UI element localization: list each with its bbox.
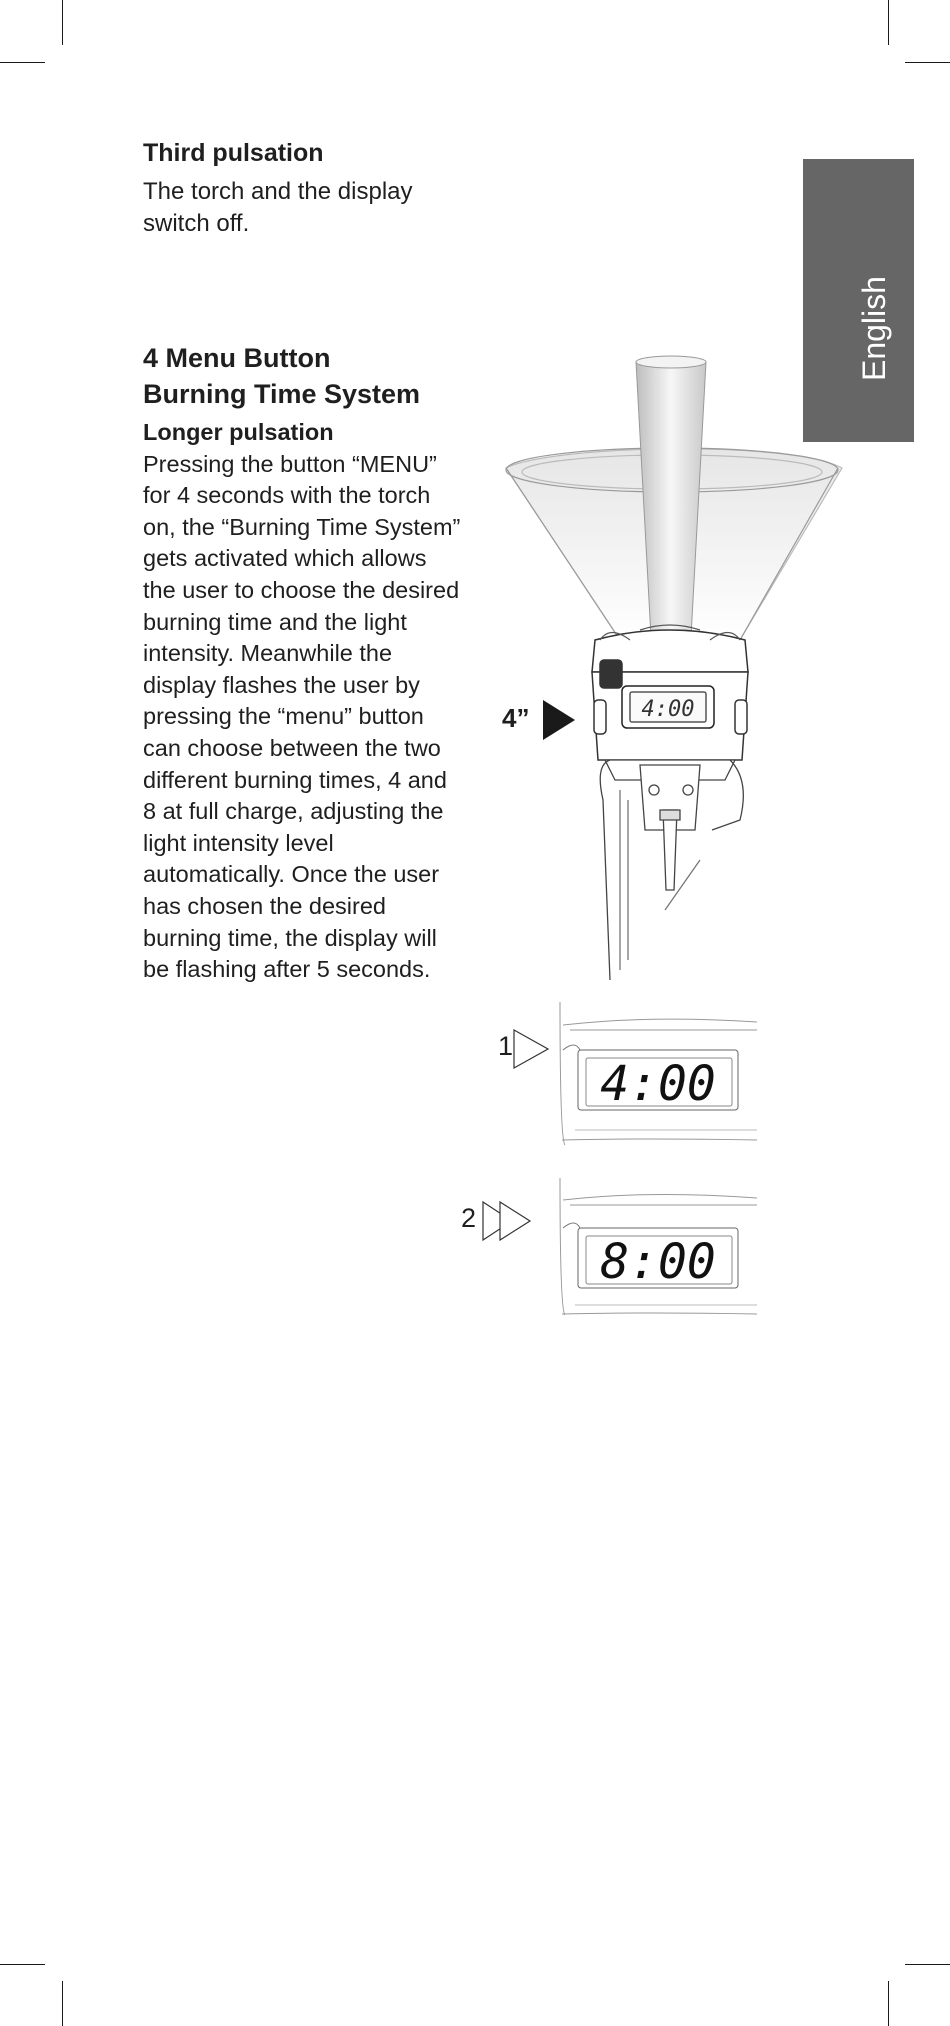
section-paragraph: Pressing the button “MENU” for 4 seconds with the torch on, the “Burning Time System” gets activated which allows the user to choose the desired burning time and the light intensity. Meanwhile the display flashes the user by pressing the “menu” button can choose between the two different burning times, 4 and 8 at full charge, adjusting the light intensity level automatically. Once the user has chosen the desired burning time, the display will be flashing after 5 seconds. — [143, 450, 461, 983]
language-label: English — [856, 276, 892, 381]
single-arrow — [514, 1030, 548, 1068]
svg-text:4:00: 4:00 — [641, 697, 695, 722]
double-arrow-2 — [500, 1202, 530, 1240]
section-heading: 4 Menu Button Burning Time System — [143, 343, 421, 409]
step2-label: 2 — [461, 1203, 477, 1233]
press-duration-label: 4” — [502, 703, 530, 733]
torch-head — [592, 625, 748, 760]
press-arrow — [543, 700, 575, 740]
third-pulsation-heading: Third pulsation — [143, 139, 324, 167]
svg-text:8:00: 8:00 — [600, 1234, 716, 1290]
third-pulsation-text: The torch and the display switch off. — [143, 178, 413, 237]
torch-body — [600, 760, 743, 980]
svg-text:4:00: 4:00 — [600, 1056, 716, 1112]
longer-pulsation-heading: Longer pulsation — [143, 419, 334, 445]
step1-label: 1 — [498, 1031, 514, 1061]
